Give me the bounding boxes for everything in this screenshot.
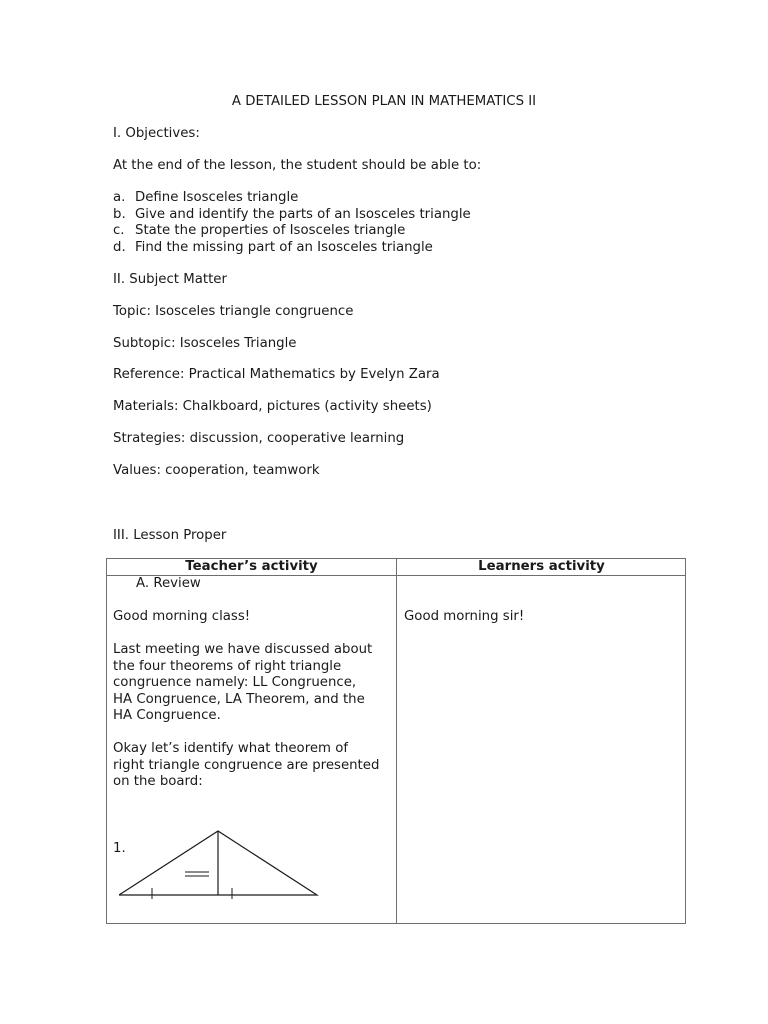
teacher-paragraph-line: HA Congruence, LA Theorem, and the	[113, 691, 365, 707]
objective-text: State the properties of Isosceles triangle	[135, 223, 406, 238]
objective-item	[113, 207, 471, 224]
objective-text: Find the missing part of an Isosceles triangle	[135, 239, 433, 255]
teacher-paragraph-line: Last meeting we have discussed about	[113, 642, 373, 657]
teacher-paragraph-line: HA Congruence.	[113, 708, 221, 723]
objective-item	[113, 240, 433, 257]
teacher-paragraph-line: congruence namely: LL Congruence,	[113, 675, 357, 690]
objective-text: Give and identify the parts of an Isosceles triangle	[135, 206, 471, 222]
item-number: 1.	[113, 841, 126, 856]
objective-letter: d.	[113, 239, 126, 255]
objective-text: Define Isosceles triangle	[135, 190, 299, 205]
objective-letter: a.	[113, 190, 126, 205]
materials-line: Materials: Chalkboard, pictures (activity sheets)	[113, 399, 432, 414]
review-label: A. Review	[136, 576, 201, 591]
column-divider	[396, 559, 397, 923]
reference-line: Reference: Practical Mathematics by Evelyn Zara	[113, 367, 440, 382]
topic-line: Topic: Isosceles triangle congruence	[113, 304, 354, 319]
teacher-activity-header: Teacher’s activity	[185, 559, 318, 574]
teacher-paragraph-line: on the board:	[113, 774, 203, 789]
strategies-line: Strategies: discussion, cooperative learning	[113, 431, 405, 446]
lesson-proper-heading: III. Lesson Proper	[113, 528, 227, 543]
lesson-activity-table	[106, 558, 686, 924]
teacher-greeting: Good morning class!	[113, 609, 251, 624]
objective-letter: b.	[113, 206, 126, 222]
teacher-paragraph-line: Okay let’s identify what theorem of	[113, 741, 349, 756]
objectives-intro: At the end of the lesson, the student should be able to:	[113, 158, 482, 173]
learner-greeting: Good morning sir!	[404, 609, 525, 624]
learners-activity-header: Learners activity	[478, 559, 605, 574]
values-line: Values: cooperation, teamwork	[113, 463, 320, 478]
objective-letter: c.	[113, 223, 125, 238]
subtopic-line: Subtopic: Isosceles Triangle	[113, 336, 297, 351]
objective-item	[113, 223, 405, 240]
teacher-paragraph-line: the four theorems of right triangle	[113, 658, 342, 674]
lesson-plan-title: A DETAILED LESSON PLAN IN MATHEMATICS II	[231, 94, 537, 109]
objective-item	[113, 190, 298, 207]
objectives-heading: I. Objectives:	[113, 126, 200, 141]
right-triangle-figure	[119, 829, 319, 899]
subject-matter-heading: II. Subject Matter	[113, 272, 227, 287]
teacher-paragraph-line: right triangle congruence are presented	[113, 757, 380, 773]
